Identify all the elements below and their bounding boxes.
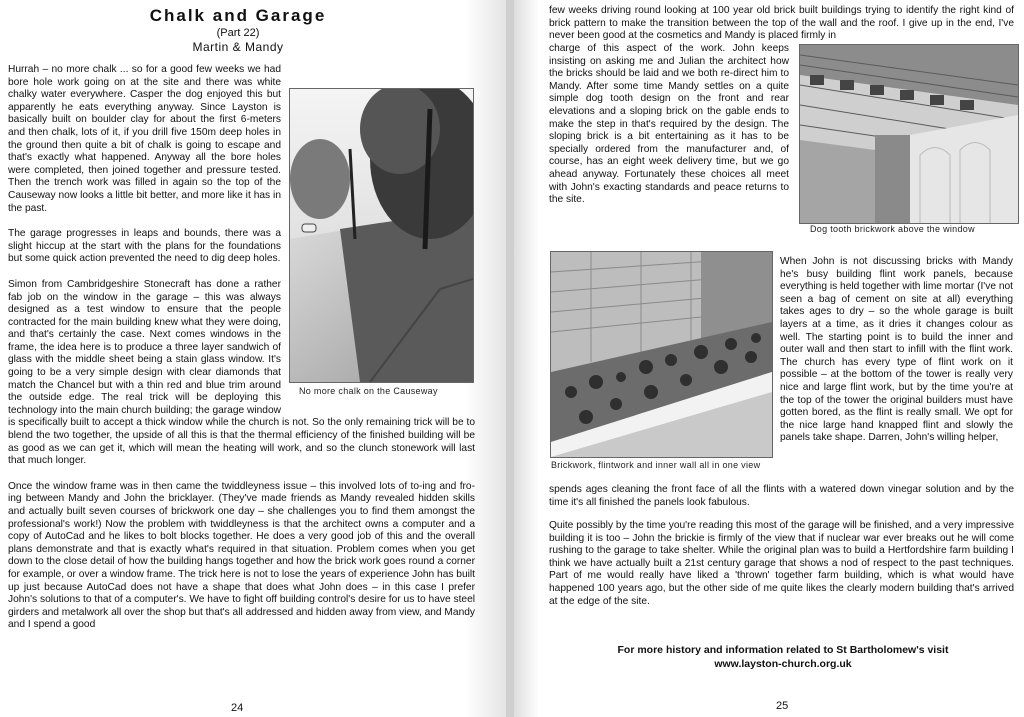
causeway-photo-caption: No more chalk on the Causeway <box>299 386 438 396</box>
book-gutter <box>506 0 514 717</box>
paragraph-twiddleyness: Once the window frame was in then came the twiddleyness issue – this involved lots of to-ing and fro-ing between Mandy and John the bricklayer. (They've made friends as Mandy revealed hidden skills and actually built seven courses of brickwork one day – she challenges you to find them amongst the professional's work!) Now the problem with twiddleyness is that the architect owns a computer and a copy of AutoCad and he likes to bolt blocks together. He does a very good job of this and the overall plans demonstrate and that is exactly what's required in that situation. Problem comes when you get down to the close detail of how the building hangs together and how the brick work goes round a corner for example, or over a window frame. The trick here is not to lose the years of experience John has built up just because AutoCad does not have a shape that does what John does – in this case I prefer John's solutions to that of a computer's. We have to fight off building control's desire for us to have steel girders and metalwork all over the shop but that's all addressed and hidden away from view, and Mandy and I spend a good <box>8 480 475 631</box>
causeway-photo-image <box>290 89 473 382</box>
paragraph-brick-pattern-wrap: charge of this aspect of the work. John keeps insisting on asking me and Julian the architect how the bricks should be laid and we both re-direct him to Mandy. After some time Mandy settles on a quite simple dog tooth design on the front and rear elevations and a sloping brick on the gable ends to make the step in that's required by the design. The sloping brick is a bit entertaining as it has to be specially ordered from the manufacturer and, of course, has an eight week delivery time, but we go ahead anyway. Fortunately these choices all meet with John's exacting standards and peace returns to the site. <box>549 43 789 206</box>
paragraph-brick-pattern-full: few weeks driving round looking at 100 year old brick built buildings trying to identify the right kind of brick pattern to make the transition between the top of the wall and the roof. I give up in the end, I've never been good at the cosmetics and Mandy is placed firmly in <box>549 5 1014 42</box>
article-authors: Martin & Mandy <box>192 40 284 54</box>
left-page <box>0 0 506 717</box>
dogtooth-photo-caption: Dog tooth brickwork above the window <box>810 224 975 234</box>
paragraph-chalk: Hurrah – no more chalk ... so for a good few weeks we had bore hole work going on at the site and there was white chalky water everywhere. Casper the dog enjoyed this but apparently he eats everything anyway. Since Layston is basically built on boulder clay for about the first 6-meters and then chalk, lots of it, if you drill five 150m deep holes in the ground then quite a bit of chalk is going to escape and that's exactly what happened. Anyway all the bore holes were completed, then joined together and pressure tested. Then the trench work was filled in again so the top of the Causeway now looks a little bit better, and more like it has in the past. <box>8 64 281 214</box>
paragraph-flintwork-wrap: When John is not discussing bricks with Mandy he's busy building flint work panels, because everything is held together with lime mortar (I've not seen a bag of cement on site at all) everything takes ages to dry – so the whole garage is built layers at a time, as it dries it changes colour as well. The starting point is to build the inner and outer wall and then start to infill with the flint work. The church has every type of flint work on it possible – at the bottom of the tower is really very nice and large flint work, but by the time you're at the top of the tower the original builders must have gotten bored, as the flint is really small. We opt for the nice large hand knapped flint and slowly the panels take shape. Darren, John's willing helper, <box>780 256 1013 444</box>
paragraph-flintwork-full: spends ages cleaning the front face of all the flints with a watered down vinegar solution and by the time it's all finished the panels look fabulous. <box>549 484 1014 508</box>
article-title: Chalk and Garage <box>149 6 327 25</box>
article-part: (Part 22) <box>216 27 260 39</box>
dogtooth-photo <box>799 44 1019 224</box>
paragraph-window: Simon from Cambridgeshire Stonecraft has done a rather fab job on the window in the garage – this was always designed as a test window to ensure that the people contracted for the main building knew what they were doing, and that's certainly the case. Next comes windows in the frame, the idea here is to produce a three layer sandwich of glass with the middle sheet being a stain glass window. It's going to be a very simple design with clear diamonds that match the Chancel but with a thin red and blue trim around the outside edge. The real trick will be deploying this technology into the main church building; the garage window is specifically built to accept a thick window while the church is not. So the only remaining trick will be to blend the two together, the upside of all this is that the thermal efficiency of the finished building will be as good as we can get it, which will mean the heating will work, and so the clunch stonework will last that much longer. <box>8 278 475 467</box>
right-page <box>514 0 1024 717</box>
causeway-photo <box>289 88 474 383</box>
footer-info-line: For more history and information related to St Bartholomew's visit <box>617 644 949 656</box>
page-number-left: 24 <box>231 702 244 714</box>
flintwork-photo-image <box>551 252 772 457</box>
paragraph-garage-progress: The garage progresses in leaps and bounds, there was a slight hiccup at the start with the plans for the foundations but some quick action prevented the need to dig deep holes. <box>8 228 281 265</box>
footer-website-link[interactable]: www.layston-church.org.uk <box>714 658 852 670</box>
flintwork-photo-caption: Brickwork, flintwork and inner wall all in one view <box>551 460 761 470</box>
paragraph-closing: Quite possibly by the time you're reading this most of the garage will be finished, and a very impressive building it is too – John the brickie is firmly of the view that if nuclear war ever breaks out he will come rushing to the garage to take shelter. While the original plan was to build a Hertfordshire farm building I think we have actually built a 21st century garage that shows a nod of respect to the past techniques. Part of me would really have liked a 'thrown' together farm building, which is what would have happened 100 years ago, but the other side of me quite likes the clearly modern building that's arrived at the edge of the site. <box>549 520 1014 607</box>
page-number-right: 25 <box>776 700 789 712</box>
flintwork-photo <box>550 251 773 458</box>
dogtooth-photo-image <box>800 45 1018 223</box>
